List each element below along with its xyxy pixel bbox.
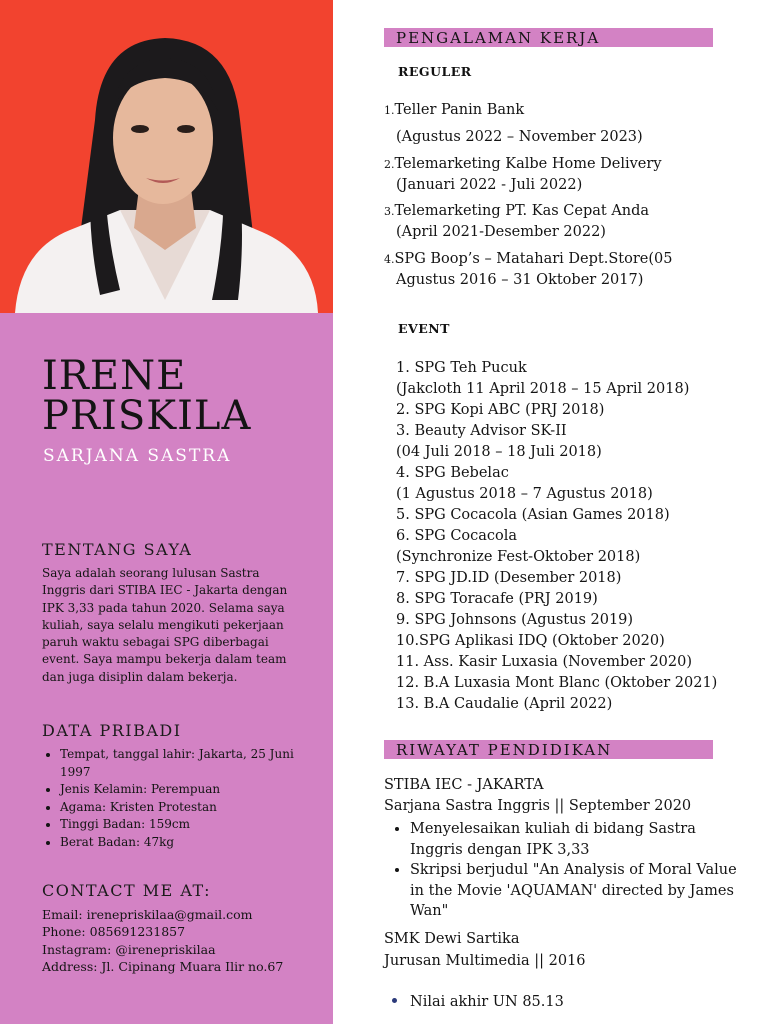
event-line: 12. B.A Luxasia Mont Blanc (Oktober 2021) <box>396 675 718 691</box>
education-degree: Sarjana Sastra Inggris || September 2020 <box>384 798 692 814</box>
education-section-bar <box>384 740 713 759</box>
contact-heading: CONTACT ME AT: <box>42 881 212 900</box>
personal-item: • Jenis Kelamin: Perempuan <box>60 781 310 799</box>
experience-heading: PENGALAMAN KERJA <box>396 29 601 47</box>
personal-item: • Tempat, tanggal lahir: Jakarta, 25 Juni 1997 <box>60 746 310 781</box>
job-item <box>384 249 672 270</box>
education-point: • Skripsi berjudul "An Analysis of Moral Value in the Movie 'AQUAMAN' directed by James Wan" <box>410 860 750 922</box>
event-line: (1 Agustus 2018 – 7 Agustus 2018) <box>396 486 653 502</box>
job-item <box>384 100 524 121</box>
event-subheading: EVENT <box>398 321 450 336</box>
job-item <box>384 201 649 222</box>
personal-item: • Agama: Kristen Protestan <box>60 799 310 817</box>
job-title: Teller Panin Bank <box>394 102 525 118</box>
job-title: Telemarketing Kalbe Home Delivery <box>394 156 662 172</box>
job-title: SPG Boop’s – Matahari Dept.Store(05 <box>394 251 673 267</box>
contact-instagram[interactable]: Instagram: @irenepriskilaa <box>42 941 216 957</box>
job-period: (Agustus 2022 – November 2023) <box>396 129 643 145</box>
about-heading: TENTANG SAYA <box>42 540 193 559</box>
education-points <box>386 819 750 922</box>
job-number: 3. <box>384 205 395 218</box>
event-line: 7. SPG JD.ID (Desember 2018) <box>396 570 622 586</box>
contact-address: Address: Jl. Cipinang Muara Ilir no.67 <box>42 958 284 974</box>
personal-heading: DATA PRIBADI <box>42 721 182 740</box>
degree-title: SARJANA SASTRA <box>43 446 232 466</box>
education-point: • Menyelesaikan kuliah di bidang Sastra Inggris dengan IPK 3,33 <box>410 819 750 860</box>
education-point: Nilai akhir UN 85.13 <box>410 994 564 1010</box>
bullet-icon <box>392 998 397 1003</box>
job-number: 4. <box>384 253 395 266</box>
name-line-first: IRENE <box>42 353 187 399</box>
personal-item: • Tinggi Badan: 159cm <box>60 816 310 834</box>
event-line: 8. SPG Toracafe (PRJ 2019) <box>396 591 598 607</box>
personal-item: • Berat Badan: 47kg <box>60 834 310 852</box>
profile-photo <box>0 0 333 313</box>
event-line: (Jakcloth 11 April 2018 – 15 April 2018) <box>396 381 690 397</box>
experience-section-bar <box>384 28 713 47</box>
contact-email[interactable]: Email: irenepriskilaa@gmail.com <box>42 907 253 922</box>
name-line-last: PRISKILA <box>42 393 252 439</box>
regular-subheading: REGULER <box>398 64 472 79</box>
event-line: 6. SPG Cocacola <box>396 528 518 544</box>
name-heading <box>42 353 252 439</box>
education-heading: RIWAYAT PENDIDIKAN <box>396 741 613 759</box>
education-degree: Jurusan Multimedia || 2016 <box>384 953 586 969</box>
contact-phone[interactable]: Phone: 085691231857 <box>42 924 186 940</box>
event-line: (04 Juli 2018 – 18 Juli 2018) <box>396 444 602 460</box>
education-school: SMK Dewi Sartika <box>384 931 520 947</box>
event-line: (Synchronize Fest-Oktober 2018) <box>396 549 641 565</box>
event-line: 2. SPG Kopi ABC (PRJ 2018) <box>396 402 605 418</box>
contact-block <box>42 906 283 975</box>
education-school: STIBA IEC - JAKARTA <box>384 777 544 793</box>
event-line: 1. SPG Teh Pucuk <box>396 360 527 376</box>
job-number: 1. <box>384 104 395 117</box>
event-line: 11. Ass. Kasir Luxasia (November 2020) <box>396 654 693 670</box>
event-line: 4. SPG Bebelac <box>396 465 509 481</box>
event-line: 3. Beauty Advisor SK-II <box>396 423 567 439</box>
event-line: 10.SPG Aplikasi IDQ (Oktober 2020) <box>396 633 665 649</box>
event-line: 13. B.A Caudalie (April 2022) <box>396 696 613 712</box>
event-line: 5. SPG Cocacola (Asian Games 2018) <box>396 507 670 523</box>
portrait-illustration <box>0 0 333 313</box>
event-line: 9. SPG Johnsons (Agustus 2019) <box>396 612 634 628</box>
job-period: Agustus 2016 – 31 Oktober 2017) <box>396 272 644 288</box>
personal-list <box>42 746 310 851</box>
job-title: Telemarketing PT. Kas Cepat Anda <box>394 203 650 219</box>
job-number: 2. <box>384 158 395 171</box>
job-period: (April 2021-Desember 2022) <box>396 224 606 240</box>
job-period: (Januari 2022 - Juli 2022) <box>396 177 583 193</box>
job-item <box>384 154 662 175</box>
about-text: Saya adalah seorang lulusan Sastra Inggris dari STIBA IEC - Jakarta dengan IPK 3,33 pada tahun 2020. Selama saya kuliah, saya selalu mengikuti pekerjaan paruh waktu sebagai SPG diberbagai event. Saya mampu bekerja dalam team dan juga disiplin dalam bekerja. <box>42 566 288 684</box>
